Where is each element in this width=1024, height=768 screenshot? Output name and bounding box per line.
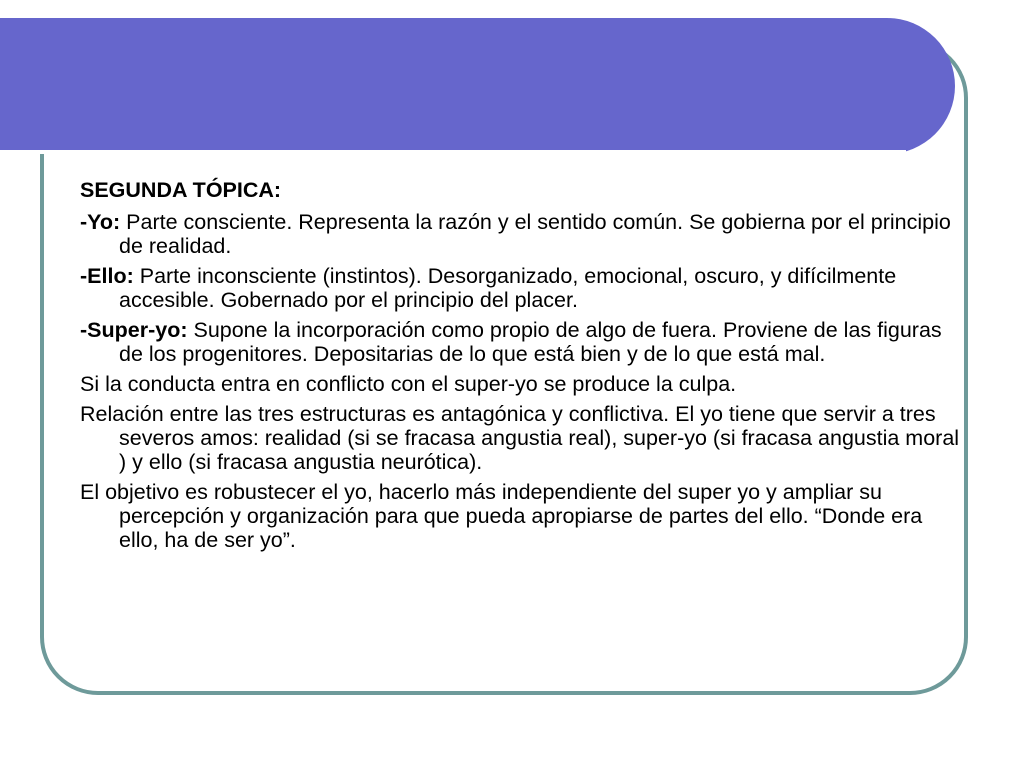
paragraph-ello-text: Parte inconsciente (instintos). Desorganizado, emocional, oscuro, y difícilmente accesible. Gobernado por el principio del placer. xyxy=(119,264,897,312)
paragraph-super-yo-text: Supone la incorporación como propio de algo de fuera. Proviene de las figuras de los progenitores. Depositarias de lo que está bien y de lo que está mal. xyxy=(119,318,942,366)
header-divider-line xyxy=(0,150,906,154)
term-super-yo: -Super-yo: xyxy=(80,318,188,342)
paragraph-relacion: Relación entre las tres estructuras es antagónica y conflictiva. El yo tiene que servir a tres severos amos: realidad (si se fracasa angustia real), super-yo (si fracasa angustia moral ) y ello (si fracasa angustia neurótica). xyxy=(80,402,960,474)
paragraph-culpa: Si la conducta entra en conflicto con el super-yo se produce la culpa. xyxy=(80,372,737,396)
paragraph-yo-text: Parte consciente. Representa la razón y el sentido común. Se gobierna por el principio de realidad. xyxy=(119,210,951,258)
term-ello: -Ello: xyxy=(80,264,134,288)
term-yo: -Yo: xyxy=(80,210,121,234)
paragraph-ello xyxy=(80,264,960,312)
paragraph-objetivo: El objetivo es robustecer el yo, hacerlo más independiente del super yo y ampliar su percepción y organización para que pueda apropiarse de partes del ello. “Donde era ello, ha de ser yo”. xyxy=(80,480,923,552)
slide-heading: SEGUNDA TÓPICA: xyxy=(80,178,282,202)
paragraph-super-yo xyxy=(80,318,960,366)
header-bar xyxy=(0,18,955,154)
paragraph-yo xyxy=(80,210,960,258)
slide-content xyxy=(80,178,960,558)
